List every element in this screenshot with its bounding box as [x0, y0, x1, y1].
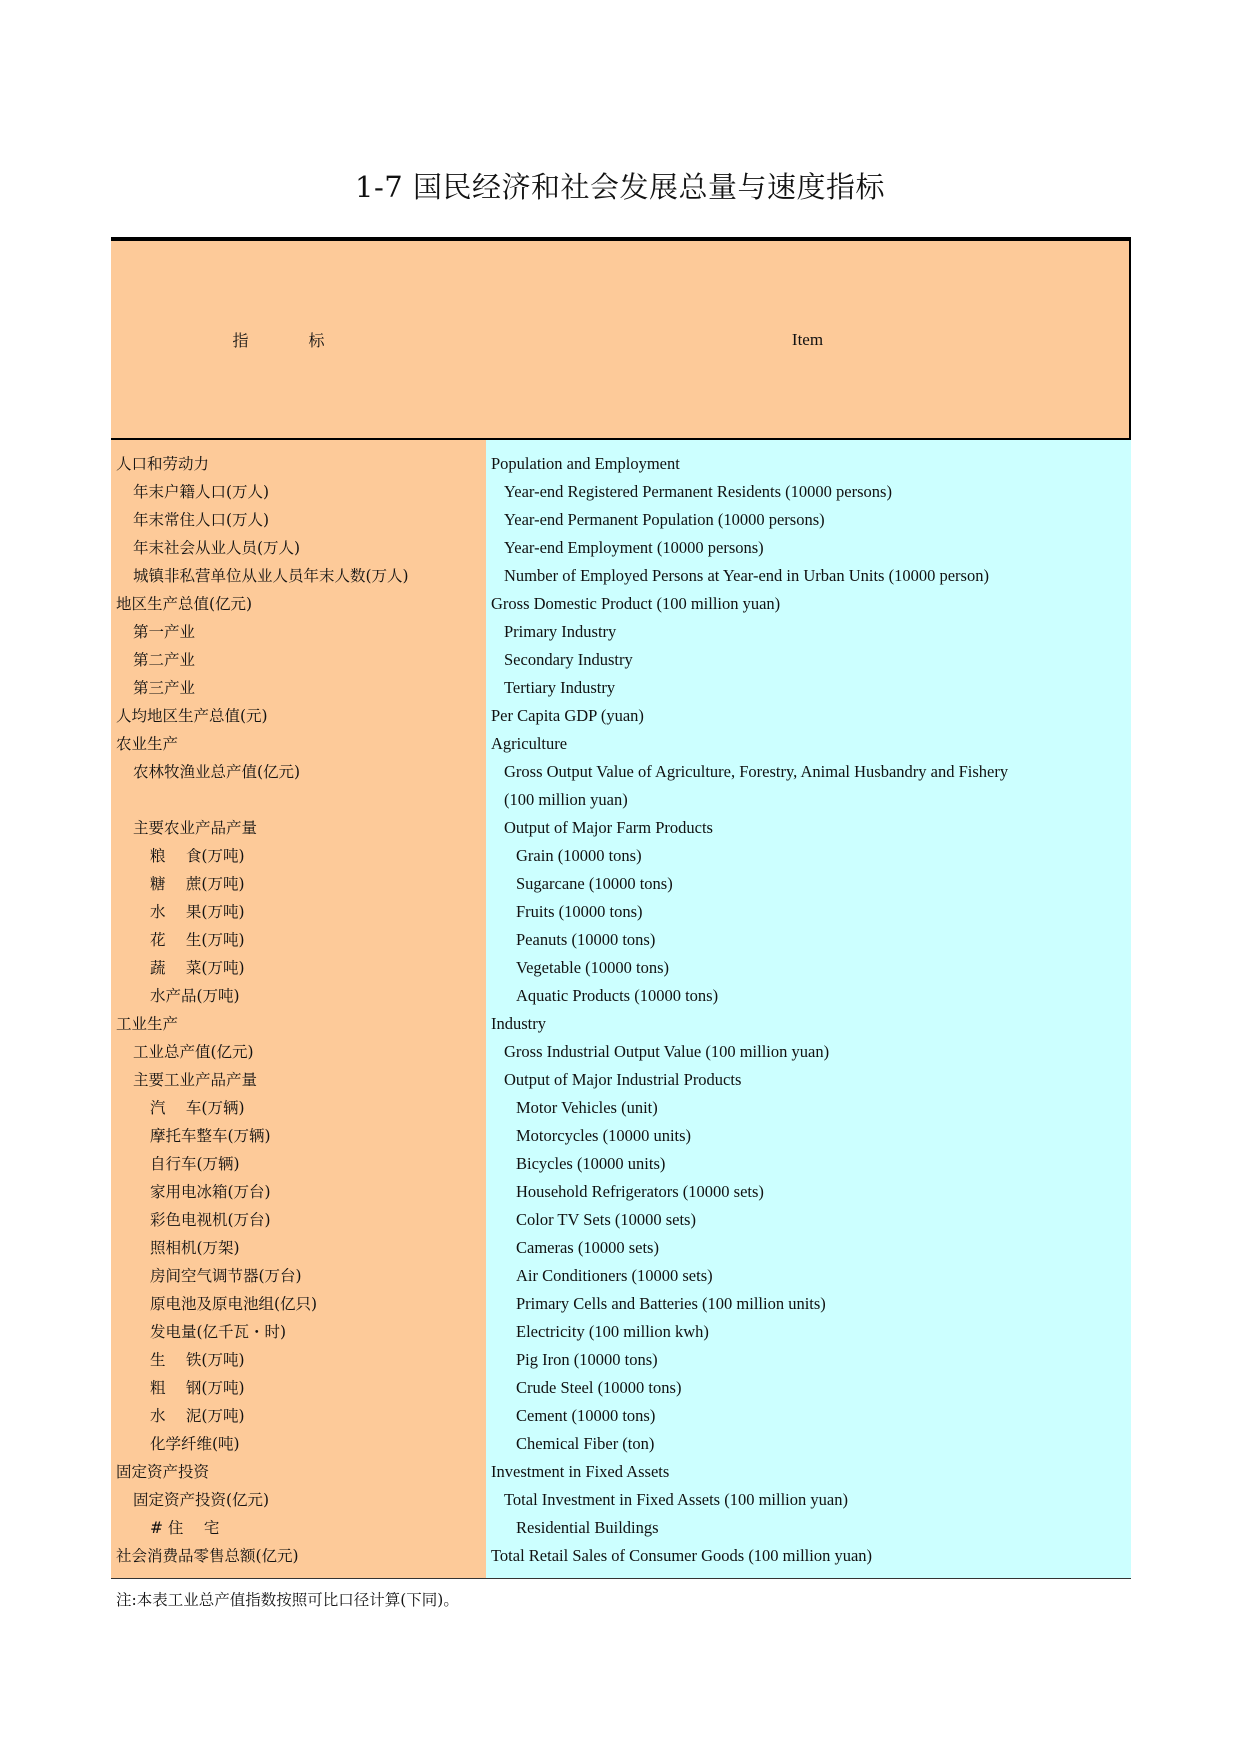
- row-label-en: Grain (10000 tons): [516, 846, 642, 865]
- row-label-cn: 水 泥(万吨): [150, 1407, 245, 1425]
- header-cn-char-2: 标: [308, 331, 325, 350]
- row-label-cn: [111, 786, 486, 814]
- row-label-cn: 农林牧渔业总产值(亿元): [133, 763, 301, 781]
- row-label-en: Color TV Sets (10000 sets): [516, 1210, 696, 1229]
- row-label-cn: 主要农业产品产量: [133, 819, 258, 837]
- row-label-en: Investment in Fixed Assets: [491, 1462, 670, 1481]
- row-label-cn: 花 生(万吨): [150, 931, 245, 949]
- footnote: 注:本表工业总产值指数按照可比口径计算(下同)。: [116, 1591, 459, 1609]
- row-label-cn: 固定资产投资(亿元): [133, 1491, 270, 1509]
- row-label-en: Gross Industrial Output Value (100 million yuan): [504, 1042, 830, 1061]
- row-label-en: Peanuts (10000 tons): [516, 930, 656, 949]
- row-label-en: Industry: [491, 1014, 546, 1033]
- row-label-en: Residential Buildings: [516, 1518, 659, 1537]
- row-label-en: Agriculture: [491, 734, 568, 753]
- row-label-en: Electricity (100 million kwh): [516, 1322, 709, 1341]
- row-label-cn: 汽 车(万辆): [150, 1099, 245, 1117]
- row-label-cn: 地区生产总值(亿元): [116, 595, 253, 613]
- row-label-cn: 房间空气调节器(万台): [150, 1267, 302, 1285]
- header-chinese: [111, 241, 486, 438]
- row-label-cn: 原电池及原电池组(亿只): [150, 1295, 318, 1313]
- row-label-cn: 年末常住人口(万人): [133, 511, 270, 529]
- row-label-en: Gross Domestic Product (100 million yuan): [491, 594, 781, 613]
- row-label-cn: 社会消费品零售总额(亿元): [116, 1547, 299, 1565]
- row-label-en: Fruits (10000 tons): [516, 902, 643, 921]
- row-label-en: Total Investment in Fixed Assets (100 million yuan): [504, 1490, 848, 1509]
- row-label-cn: 粮 食(万吨): [150, 847, 245, 865]
- row-label-cn: # 住 宅: [150, 1519, 220, 1537]
- english-column: [486, 440, 1131, 1578]
- chinese-column: [111, 440, 486, 1578]
- row-label-cn: 城镇非私营单位从业人员年末人数(万人): [133, 567, 409, 585]
- row-label-cn: 糖 蔗(万吨): [150, 875, 245, 893]
- row-label-cn: 水 果(万吨): [150, 903, 245, 921]
- row-label-cn: 固定资产投资: [116, 1463, 210, 1481]
- row-label-en: Gross Output Value of Agriculture, Forestry, Animal Husbandry and Fishery: [504, 762, 1009, 781]
- row-label-en: Household Refrigerators (10000 sets): [516, 1182, 764, 1201]
- row-label-cn: 发电量(亿千瓦・时): [150, 1323, 287, 1341]
- row-label-en: Motorcycles (10000 units): [516, 1126, 692, 1145]
- row-label-cn: 工业生产: [116, 1015, 179, 1033]
- row-label-cn: 人均地区生产总值(元): [116, 707, 268, 725]
- row-label-en: Chemical Fiber (ton): [516, 1434, 655, 1453]
- table-body: [111, 440, 1131, 1579]
- row-label-en: Total Retail Sales of Consumer Goods (100 million yuan): [491, 1546, 873, 1565]
- row-label-en: Tertiary Industry: [504, 678, 616, 697]
- row-label-en: Secondary Industry: [504, 650, 633, 669]
- header-english: Item: [791, 329, 824, 349]
- row-label-en: Bicycles (10000 units): [516, 1154, 666, 1173]
- row-label-en: Per Capita GDP (yuan): [491, 706, 644, 725]
- row-label-en: Cameras (10000 sets): [516, 1238, 659, 1257]
- row-label-en: Aquatic Products (10000 tons): [516, 986, 719, 1005]
- row-label-en: (100 million yuan): [504, 790, 628, 809]
- row-label-en: Output of Major Industrial Products: [504, 1070, 742, 1089]
- row-label-en: Crude Steel (10000 tons): [516, 1378, 682, 1397]
- row-label-cn: 第二产业: [133, 651, 196, 669]
- row-label-en: Air Conditioners (10000 sets): [516, 1266, 713, 1285]
- row-label-en: Cement (10000 tons): [516, 1406, 656, 1425]
- table-header: [111, 237, 1131, 440]
- row-label-en: Year-end Registered Permanent Residents (10000 persons): [504, 482, 892, 501]
- row-label-cn: 自行车(万辆): [150, 1155, 240, 1173]
- row-label-cn: 第一产业: [133, 623, 196, 641]
- row-label-cn: 人口和劳动力: [116, 455, 210, 473]
- row-label-cn: 化学纤维(吨): [150, 1435, 240, 1453]
- row-label-en: Vegetable (10000 tons): [516, 958, 670, 977]
- row-label-cn: 年末户籍人口(万人): [133, 483, 270, 501]
- row-label-en: Number of Employed Persons at Year-end in Urban Units (10000 person): [504, 566, 989, 585]
- row-label-cn: 家用电冰箱(万台): [150, 1183, 271, 1201]
- row-label-cn: 工业总产值(亿元): [133, 1043, 254, 1061]
- row-label-en: Output of Major Farm Products: [504, 818, 713, 837]
- page-title: 1-7 国民经济和社会发展总量与速度指标: [355, 170, 885, 204]
- row-label-cn: 彩色电视机(万台): [150, 1211, 271, 1229]
- row-label-cn: 水产品(万吨): [150, 987, 240, 1005]
- row-label-cn: 粗 钢(万吨): [150, 1379, 245, 1397]
- row-label-en: Pig Iron (10000 tons): [516, 1350, 658, 1369]
- row-label-en: Year-end Permanent Population (10000 persons): [504, 510, 825, 529]
- row-label-cn: 年末社会从业人员(万人): [133, 539, 301, 557]
- row-label-en: Sugarcane (10000 tons): [516, 874, 673, 893]
- row-label-en: Primary Industry: [504, 622, 617, 641]
- row-label-cn: 主要工业产品产量: [133, 1071, 258, 1089]
- row-label-en: Year-end Employment (10000 persons): [504, 538, 764, 557]
- row-label-en: Primary Cells and Batteries (100 million units): [516, 1294, 826, 1313]
- row-label-en: Population and Employment: [491, 454, 680, 473]
- indicator-table: [111, 237, 1131, 1579]
- row-label-cn: 第三产业: [133, 679, 196, 697]
- row-label-en: Motor Vehicles (unit): [516, 1098, 658, 1117]
- row-label-cn: 生 铁(万吨): [150, 1351, 245, 1369]
- row-label-cn: 蔬 菜(万吨): [150, 959, 245, 977]
- row-label-cn: 摩托车整车(万辆): [150, 1127, 271, 1145]
- row-label-cn: 照相机(万架): [150, 1239, 240, 1257]
- row-label-cn: 农业生产: [116, 735, 179, 753]
- header-cn-char-1: 指: [232, 331, 249, 350]
